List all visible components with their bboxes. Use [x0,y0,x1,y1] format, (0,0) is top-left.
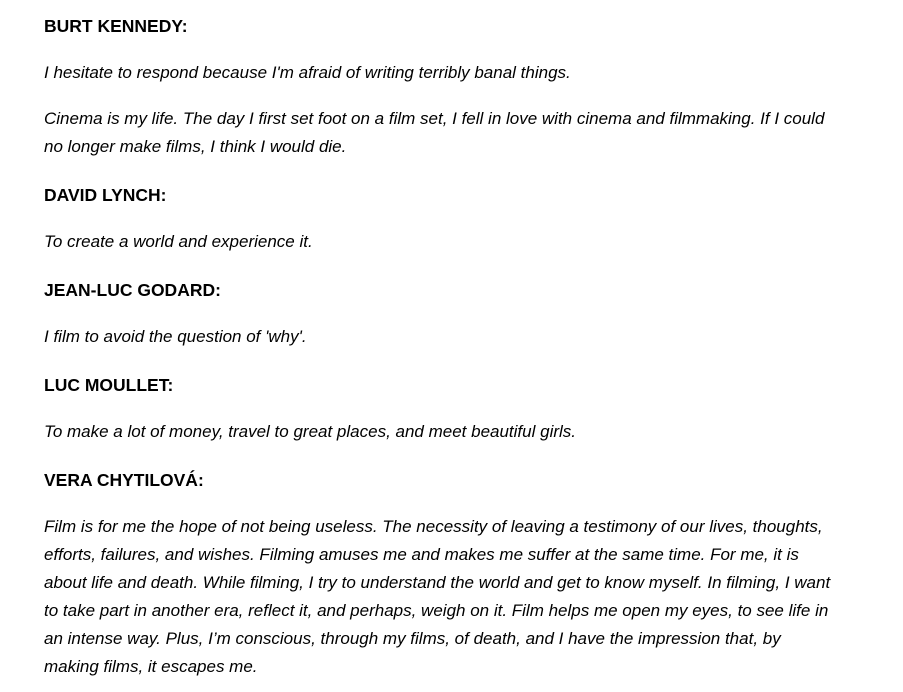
speaker-name: DAVID LYNCH: [44,185,167,205]
speaker-name: JEAN-LUC GODARD: [44,280,221,300]
speaker-name: LUC MOULLET: [44,375,174,395]
speaker-name: VERA CHYTILOVÁ: [44,470,204,490]
quote-paragraph: I film to avoid the question of 'why'. [44,327,307,346]
quote-paragraph: To make a lot of money, travel to great places, and meet beautiful girls. [44,422,577,441]
quote-paragraph: To create a world and experience it. [44,232,313,251]
quote-paragraph: I hesitate to respond because I'm afraid of writing terribly banal things. [44,63,571,82]
quote-paragraph: Film is for me the hope of not being useless. The necessity of leaving a testimony of our lives, thoughts, efforts, failures, and wishes. Filming amuses me and makes me suffer at the same time. For me, it is about life and death. While filming, I try to understand the world and get to know myself. In filming, I want to take part in another era, reflect it, and perhaps, weigh on it. Film helps me open my eyes, to see life in an intense way. Plus, I’m conscious, through my films, of death, and I have the impression that, by making films, it escapes me. [44,517,831,676]
quote-paragraph: Cinema is my life. The day I first set foot on a film set, I fell in love with cinema and filmmaking. If I could no longer make films, I think I would die. [44,109,825,156]
speaker-name: BURT KENNEDY: [44,16,188,36]
